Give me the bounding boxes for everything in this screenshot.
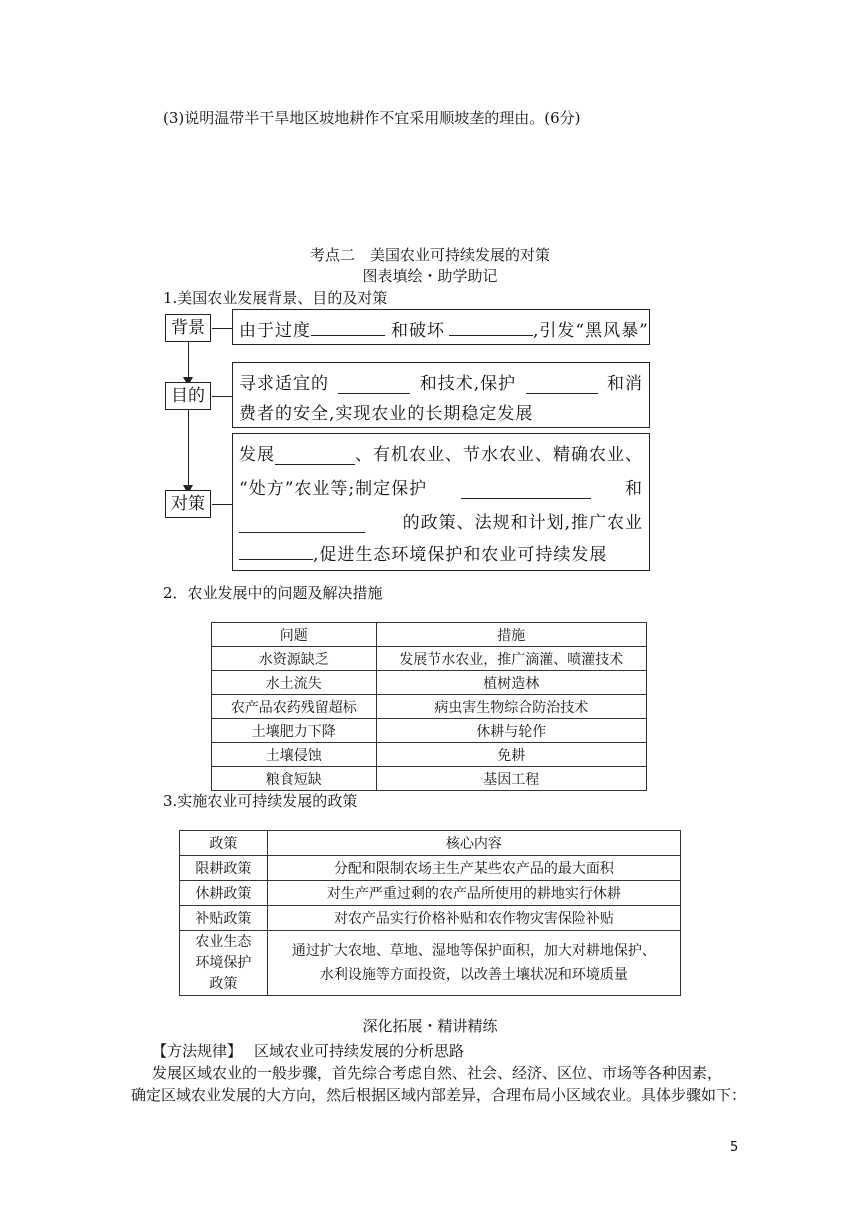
goal-text-3: 和消: [606, 374, 643, 394]
blank-field[interactable]: [239, 542, 313, 560]
method-heading: [152, 1040, 464, 1061]
blank-field[interactable]: [449, 318, 533, 336]
problem-cell: 水土流失: [212, 671, 377, 695]
table-row: [212, 671, 647, 695]
blank-field[interactable]: [239, 515, 365, 533]
method-tag: 【方法规律】: [152, 1042, 243, 1060]
problem-cell: 粮食短缺: [212, 767, 377, 791]
header-cell: 政策: [180, 831, 268, 856]
policy-cell-line: 农业生态: [195, 933, 252, 950]
problems-table: [211, 622, 647, 791]
background-text-3: ,引发“黑风暴”: [533, 321, 649, 341]
paragraph-line: 发展区域农业的一般步骤，首先综合考虑自然、社会、经济、区位、市场等各种因素，: [152, 1064, 723, 1082]
measure-cell: 病虫害生物综合防治技术: [376, 695, 646, 719]
problem-cell: 土壤侵蚀: [212, 743, 377, 767]
blank-field[interactable]: [461, 481, 591, 499]
policy-text-4: 和: [624, 479, 643, 499]
heading-2: 2．农业发展中的问题及解决措施: [163, 584, 383, 602]
policy-text-5: 的政策、法规和计划,推广农业: [402, 513, 643, 533]
section-subtitle: 图表填绘・助学助记: [362, 267, 498, 285]
dash-connector: [212, 504, 232, 505]
content-cell-line: 水利设施等方面投资，以改善土壤状况和环境质量: [319, 967, 628, 983]
policy-cell: 限耕政策: [180, 856, 268, 881]
table-header-row: [212, 623, 647, 647]
header-cell: 措施: [376, 623, 646, 647]
measure-cell: 发展节水农业，推广滴灌、喷灌技术: [376, 647, 646, 671]
policy-text-3: “处方”农业等;制定保护: [239, 479, 428, 499]
header-cell: 核心内容: [267, 831, 680, 856]
content-cell: 对生产严重过剩的农产品所使用的耕地实行休耕: [267, 881, 680, 906]
policy-cell: [180, 931, 268, 996]
content-cell: [267, 931, 680, 996]
goal-text-1: 寻求适宜的: [239, 374, 329, 394]
table-row: [180, 856, 681, 881]
blank-field[interactable]: [526, 376, 598, 394]
goal-text-4: 费者的安全,实现农业的长期稳定发展: [239, 404, 534, 424]
label-background: 背景: [165, 314, 211, 342]
policy-cell: 休耕政策: [180, 881, 268, 906]
table-row: [212, 695, 647, 719]
dash-connector: [212, 328, 232, 329]
content-cell: 分配和限制农场主生产某些农产品的最大面积: [267, 856, 680, 881]
measure-cell: 基因工程: [376, 767, 646, 791]
table-row: [212, 647, 647, 671]
table-row: [212, 743, 647, 767]
dash-connector: [212, 396, 232, 397]
connector-line: [188, 341, 189, 381]
paragraph-line: 确定区域农业发展的大方向，然后根据区域内部差异，合理布局小区域农业。具体步骤如下：: [131, 1086, 747, 1104]
page-number: 5: [730, 1140, 739, 1155]
measure-cell: 植树造林: [376, 671, 646, 695]
measure-cell: 免耕: [376, 743, 646, 767]
heading-1: 1.美国农业发展背景、目的及对策: [163, 289, 388, 307]
background-box: [232, 309, 650, 345]
policy-text-6: ,促进生态环境保护和农业可持续发展: [313, 545, 608, 565]
method-title: 区域农业可持续发展的分析思路: [254, 1042, 465, 1060]
connector-line: [188, 409, 189, 489]
blank-field[interactable]: [275, 447, 355, 465]
goal-box: [232, 362, 650, 428]
heading-3: 3.实施农业可持续发展的政策: [163, 792, 358, 810]
label-policy: 对策: [165, 490, 211, 518]
content-cell: 对农产品实行价格补贴和农作物灾害保险补贴: [267, 906, 680, 931]
content-cell-line: 通过扩大农地、草地、湿地等保护面积，加大对耕地保护、: [291, 943, 656, 959]
policy-box: [232, 433, 650, 571]
table-row: [212, 719, 647, 743]
section-title: 考点二 美国农业可持续发展的对策: [309, 246, 550, 264]
problem-cell: 土壤肥力下降: [212, 719, 377, 743]
background-text-2: 和破坏: [391, 321, 445, 341]
table-row: [212, 767, 647, 791]
table-row: [180, 931, 681, 996]
policy-text-2: 、有机农业、节水农业、精确农业、: [355, 445, 643, 465]
deep-section-title: 深化拓展・精讲精练: [362, 1017, 498, 1035]
table-row: [180, 906, 681, 931]
policy-cell-line: 政策: [209, 975, 238, 992]
goal-text-2: 和技术,保护: [419, 374, 517, 394]
blank-field[interactable]: [311, 318, 385, 336]
label-goal: 目的: [165, 382, 211, 410]
measure-cell: 休耕与轮作: [376, 719, 646, 743]
policy-cell-line: 环境保护: [195, 954, 252, 971]
problem-cell: 农产品农药残留超标: [212, 695, 377, 719]
problem-cell: 水资源缺乏: [212, 647, 377, 671]
question-3: (3)说明温带半干旱地区坡地耕作不宜采用顺坡垄的理由。(6分): [163, 109, 581, 127]
blank-field[interactable]: [338, 376, 410, 394]
policies-table: [179, 830, 681, 996]
policy-cell: 补贴政策: [180, 906, 268, 931]
table-row: [180, 881, 681, 906]
header-cell: 问题: [212, 623, 377, 647]
background-text-1: 由于过度: [239, 321, 311, 341]
policy-text-1: 发展: [239, 445, 275, 465]
table-header-row: [180, 831, 681, 856]
